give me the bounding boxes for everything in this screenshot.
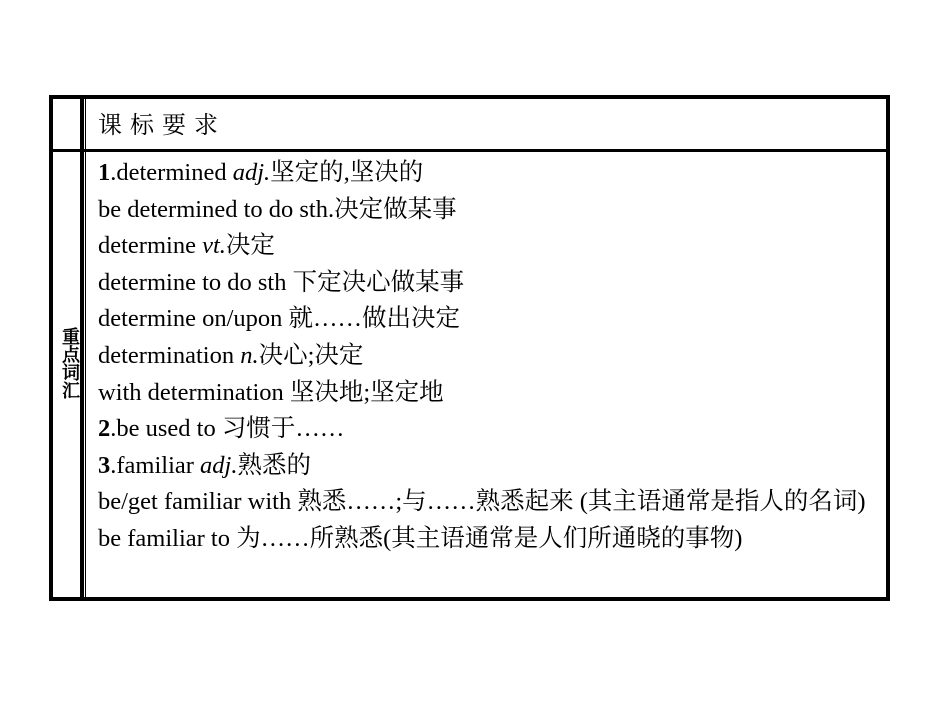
entry-text: .familiar xyxy=(110,451,201,479)
entry-meaning: 决定 xyxy=(225,232,275,260)
section-label: 重点词汇 xyxy=(59,327,80,399)
part-of-speech: adj. xyxy=(232,159,271,186)
list-item xyxy=(98,228,876,265)
entry-text: be determined to do sth.决定做某事 xyxy=(98,195,457,223)
table-header: 课标要求 xyxy=(98,111,226,139)
list-item xyxy=(98,301,876,338)
entry-text: be/get familiar with 熟悉……;与……熟悉起来 (其主语通常是指人的名词) xyxy=(98,488,866,516)
column-divider-inner xyxy=(85,95,86,601)
entry-meaning: .be used to 习惯于…… xyxy=(110,415,345,443)
list-item xyxy=(98,338,876,375)
item-number: 2 xyxy=(98,415,111,443)
part-of-speech: adj. xyxy=(200,451,238,479)
column-divider xyxy=(80,95,84,601)
entry-text: determine xyxy=(98,232,203,260)
entry-text: be familiar to 为……所熟悉(其主语通常是人们所通晓的事物) xyxy=(98,524,743,552)
entry-text: determine on/upon 就……做出决定 xyxy=(98,305,461,333)
list-item xyxy=(98,192,876,229)
entry-text: determine to do sth 下定决心做某事 xyxy=(98,268,465,296)
item-number: 1 xyxy=(98,159,111,186)
entry-meaning: 坚定的,坚决的 xyxy=(270,159,424,186)
entry-meaning: 决心;决定 xyxy=(258,341,364,369)
part-of-speech: vt. xyxy=(202,232,226,260)
entry-text: with determination 坚决地;坚定地 xyxy=(98,378,444,406)
entry-meaning: 熟悉的 xyxy=(237,451,311,479)
list-item xyxy=(98,521,876,558)
part-of-speech: n. xyxy=(240,341,259,369)
vocabulary-list xyxy=(98,155,876,558)
list-item xyxy=(98,155,876,192)
list-item xyxy=(98,448,876,485)
list-item xyxy=(98,484,876,521)
list-item xyxy=(98,265,876,302)
list-item xyxy=(98,411,876,448)
list-item xyxy=(98,375,876,412)
item-number: 3 xyxy=(98,451,111,479)
header-divider xyxy=(49,149,890,152)
entry-text: .determined xyxy=(110,159,233,186)
entry-text: determination xyxy=(98,341,241,369)
